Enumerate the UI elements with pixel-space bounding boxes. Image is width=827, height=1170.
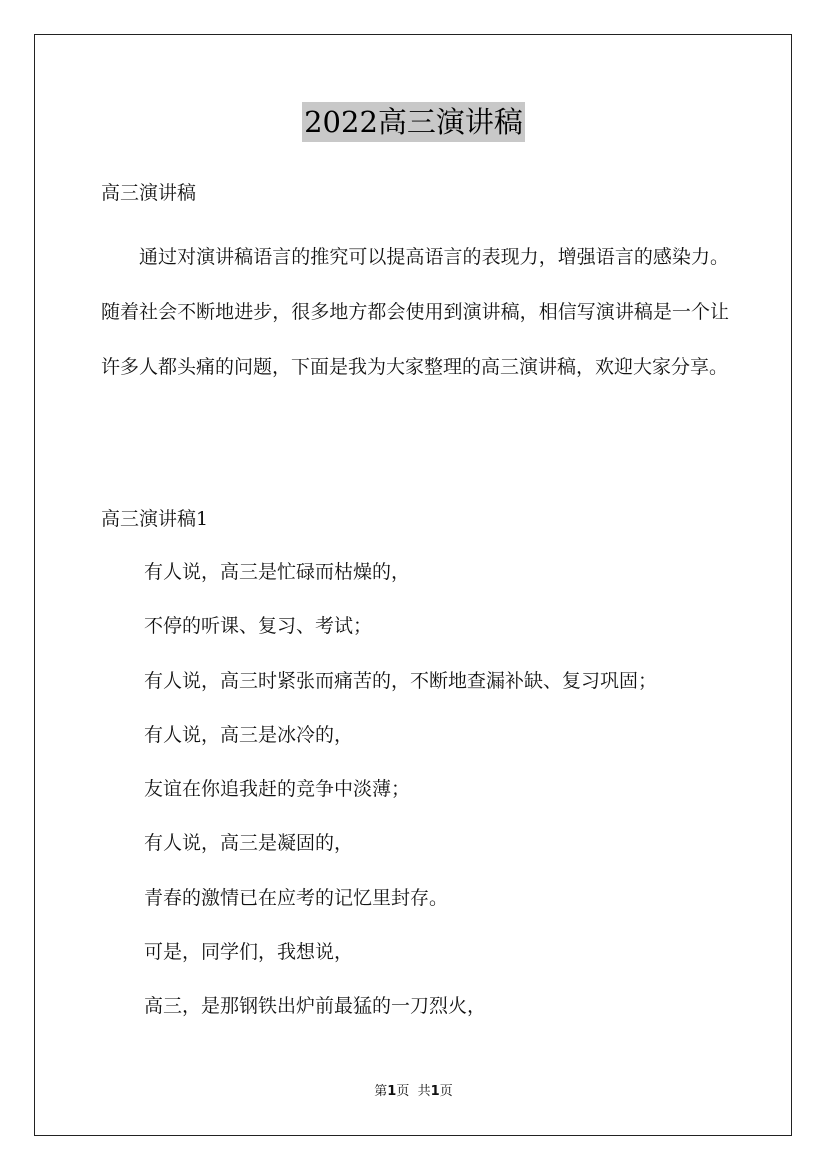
speech-line: 有人说，高三是忙碌而枯燥的， <box>144 561 411 583</box>
speech-line: 有人说，高三是凝固的， <box>144 832 354 855</box>
speech-line: 青春的激情已在应考的记忆里封存。 <box>144 886 449 909</box>
footer-page-prefix: 第 <box>374 1084 388 1099</box>
page-footer <box>0 1083 827 1101</box>
footer-page-suffix: 页 <box>396 1084 410 1099</box>
speech-line: 不停的听课、复习、考试； <box>144 615 373 638</box>
footer-page-number: 1 <box>387 1084 397 1099</box>
section-heading: 高三演讲稿1 <box>101 508 209 530</box>
speech-lines <box>144 556 657 1045</box>
title-wrap <box>0 102 827 142</box>
speech-line: 高三，是那钢铁出炉前最猛的一刀烈火， <box>144 995 487 1018</box>
footer-total-prefix: 共 <box>417 1084 431 1099</box>
document-title: 2022高三演讲稿 <box>302 102 525 142</box>
speech-line: 友谊在你追我赶的竞争中淡薄； <box>144 778 411 801</box>
footer-total-suffix: 页 <box>439 1084 453 1099</box>
speech-line: 可是，同学们，我想说， <box>144 941 354 964</box>
speech-line: 有人说，高三时紧张而痛苦的，不断地查漏补缺、复习巩固； <box>144 669 658 692</box>
intro-paragraph: 通过对演讲稿语言的推究可以提高语言的表现力，增强语言的感染力。随着社会不断地进步，很多地方都会使用到演讲稿，相信写演讲稿是一个让许多人都头痛的问题，下面是我为大家整理的高三演讲稿，欢迎大家分享。 <box>101 246 729 378</box>
footer-total-pages: 1 <box>430 1084 440 1099</box>
speech-line: 有人说，高三是冰冷的， <box>144 723 354 746</box>
document-subtitle: 高三演讲稿 <box>101 182 197 204</box>
